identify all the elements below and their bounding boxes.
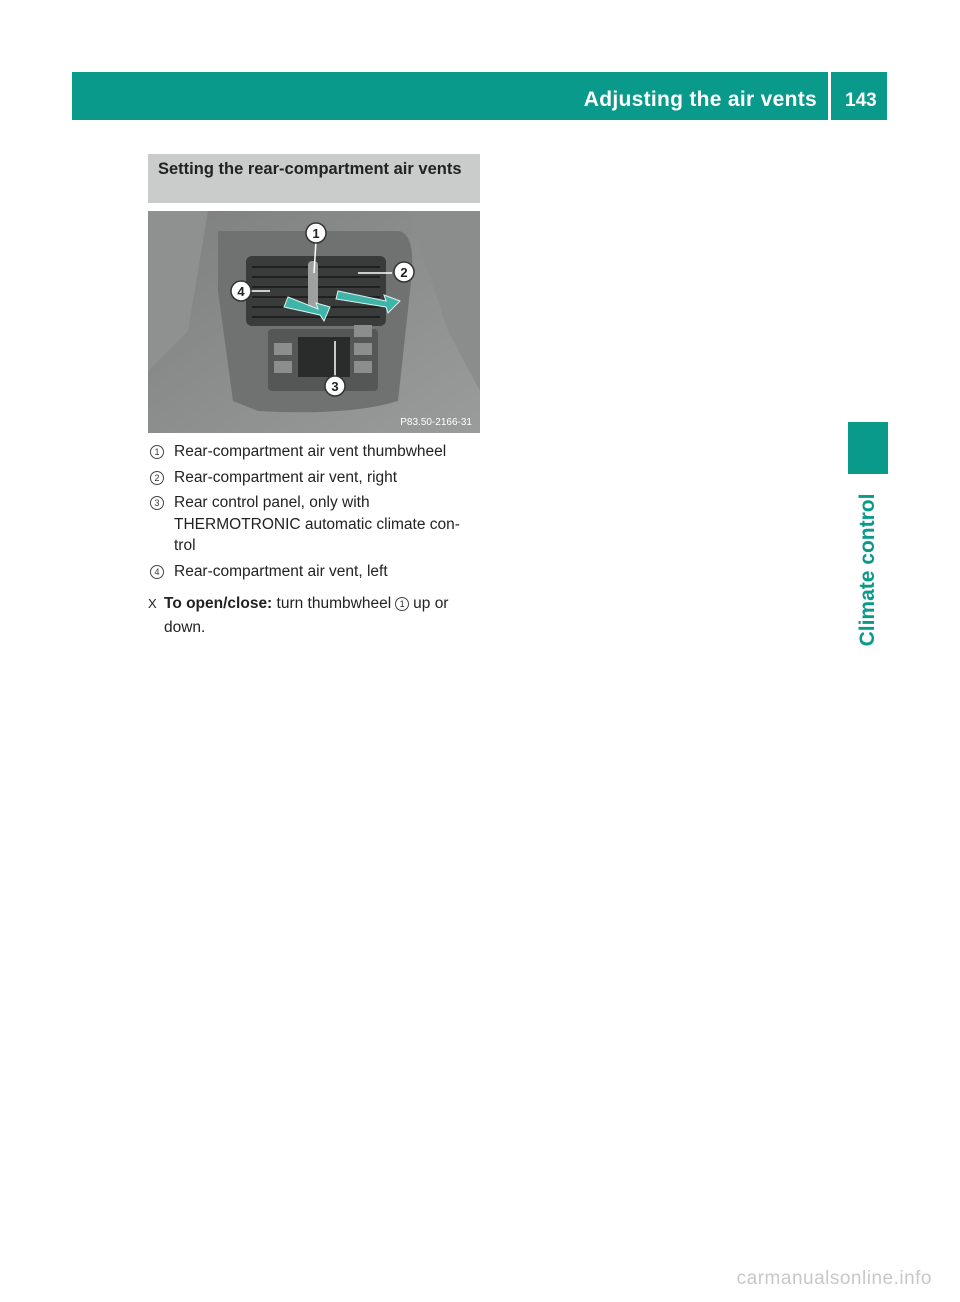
callout-2-label: 2 (400, 265, 408, 280)
legend-text: Rear-compartment air vent, right (174, 468, 398, 486)
figure-code: P83.50-2166-31 (400, 417, 472, 428)
callout-1 (306, 223, 326, 243)
chapter-label: Climate control (856, 493, 879, 647)
instruction-text: turn thumbwheel (272, 595, 392, 612)
step-arrow-icon: X (148, 596, 157, 611)
instruction-text-end: up or down. (164, 595, 449, 636)
callout-4 (231, 281, 251, 301)
number-circle-icon: 1 (395, 597, 409, 611)
number-circle-icon: 4 (150, 565, 164, 579)
header-bar (72, 72, 887, 120)
page-number: 143 (845, 90, 877, 111)
section-heading: Setting the rear-compartment air vents (148, 154, 480, 203)
callout-3-label: 3 (331, 379, 339, 394)
legend-text: Rear control panel, only with THERMOTRONIC automatic climate con-trol (174, 494, 460, 554)
legend-item (148, 492, 479, 557)
instruction-body (148, 592, 483, 640)
callout-3 (325, 376, 345, 396)
legend-item (148, 561, 483, 583)
legend-list (148, 441, 483, 586)
instruction-label: To open/close: (164, 595, 273, 612)
callout-2 (394, 262, 414, 282)
callout-1-label: 1 (312, 226, 320, 241)
legend-text: Rear-compartment air vent, left (174, 562, 388, 580)
header-divider (828, 72, 831, 120)
legend-text: Rear-compartment air vent thumbwheel (174, 443, 447, 460)
instruction-step (148, 592, 483, 640)
number-circle-icon: 1 (150, 445, 164, 459)
chapter-tab (848, 422, 888, 474)
callout-4-label: 4 (237, 284, 245, 299)
number-circle-icon: 3 (150, 496, 164, 510)
legend-item (148, 441, 483, 463)
watermark: carmanualsonline.info (736, 1268, 932, 1289)
page-header-title: Adjusting the air vents (583, 88, 817, 111)
number-circle-icon: 2 (150, 471, 164, 485)
rear-vent-illustration (148, 211, 480, 433)
rear-vent-figure (148, 211, 480, 433)
legend-item (148, 467, 483, 489)
